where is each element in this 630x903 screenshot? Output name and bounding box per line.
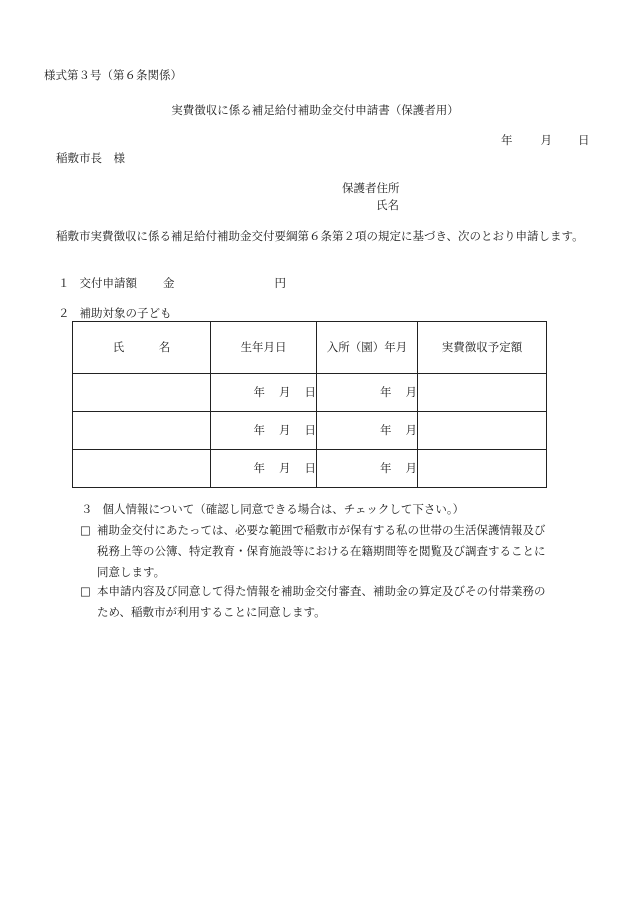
form-number: 様式第３号（第６条関係） [44, 68, 182, 82]
addressee: 稲敷市長 様 [56, 151, 125, 165]
consent-item-1 [80, 520, 550, 583]
header-dob: 生年月日 [211, 322, 317, 374]
section-2-heading [58, 307, 172, 321]
entry-cell[interactable]: 年 月 [317, 374, 418, 412]
dob-cell[interactable]: 年 月 日 [211, 450, 317, 488]
guardian-name-label: 氏名 [376, 198, 399, 212]
section-3-label: 個人情報について（確認し同意できる場合は、チェックして下さい。） [102, 502, 465, 516]
entry-cell[interactable]: 年 月 [317, 450, 418, 488]
header-expected-amount: 実費徴収予定額 [418, 322, 547, 374]
expected-amount-cell[interactable] [418, 450, 547, 488]
expected-amount-cell[interactable] [418, 374, 547, 412]
dob-cell[interactable]: 年 月 日 [211, 412, 317, 450]
guardian-address-label: 保護者住所 [342, 181, 400, 195]
amount-unit-label: 円 [274, 276, 286, 290]
table-row [73, 412, 547, 450]
date-year-label: 年 [501, 133, 513, 147]
date-day-label: 日 [578, 133, 590, 147]
consent-item-2 [80, 581, 550, 623]
amount-currency-label: 金 [163, 276, 175, 290]
table-row [73, 374, 547, 412]
table-header-row [73, 322, 547, 374]
expected-amount-cell[interactable] [418, 412, 547, 450]
child-name-cell[interactable] [73, 450, 211, 488]
children-table [72, 321, 547, 488]
section-1-number: １ [58, 276, 70, 290]
section-3-heading [81, 503, 464, 517]
date-month-label: 月 [540, 133, 552, 147]
consent-checkbox-1[interactable]: □ [80, 523, 91, 537]
section-2-label: 補助対象の子ども [79, 306, 172, 320]
section-1-amount [58, 277, 286, 291]
date-line [501, 134, 590, 148]
consent-text-1: 補助金交付にあたっては、必要な範囲で稲敷市が保有する私の世帯の生活保護情報及び税務上等の公簿、特定教育・保育施設等における在籍期間等を閲覧及び調査することに同意します。 [97, 523, 546, 579]
entry-cell[interactable]: 年 月 [317, 412, 418, 450]
header-entry: 入所（園）年月 [317, 322, 418, 374]
application-statement: 稲敷市実費徴収に係る補足給付補助金交付要綱第６条第２項の規定に基づき、次のとおり申請します。 [56, 229, 584, 243]
section-3-number: ３ [81, 502, 93, 516]
page-title: 実費徴収に係る補足給付補助金交付申請書（保護者用） [171, 103, 459, 117]
dob-cell[interactable]: 年 月 日 [211, 374, 317, 412]
header-name: 氏 名 [73, 322, 211, 374]
consent-checkbox-2[interactable]: □ [80, 584, 91, 598]
child-name-cell[interactable] [73, 374, 211, 412]
table-row [73, 450, 547, 488]
consent-text-2: 本申請内容及び同意して得た情報を補助金交付審査、補助金の算定及びその付帯業務のため、稲敷市が利用することに同意します。 [97, 584, 546, 619]
section-1-label: 交付申請額 [79, 276, 137, 290]
section-2-number: ２ [58, 306, 70, 320]
child-name-cell[interactable] [73, 412, 211, 450]
